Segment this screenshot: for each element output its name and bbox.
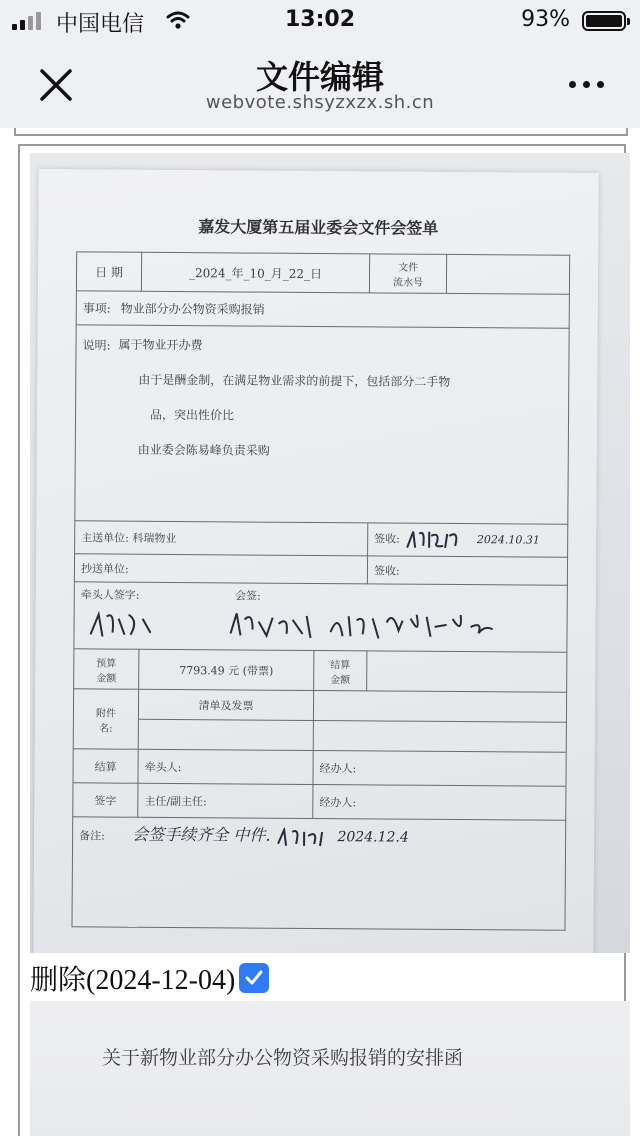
checkmark-icon — [243, 967, 265, 989]
handwritten-signature — [403, 528, 473, 552]
budget-value: 7793.49 元 (带票) — [139, 649, 314, 690]
page-url: webvote.shsyzxzx.sh.cn — [205, 92, 435, 113]
page-title: 文件编辑 — [255, 58, 384, 96]
countersign-form — [71, 251, 570, 930]
nav-bar — [0, 40, 640, 128]
date-label: 日 期 — [76, 252, 141, 291]
main-unit-value: 科瑞物业 — [132, 531, 177, 546]
cc-sign-label: 签收: — [367, 556, 567, 585]
handler-label-2: 经办人: — [313, 784, 566, 820]
sign-date: 2024.10.31 — [476, 533, 540, 547]
settle-label: 结算 金额 — [314, 650, 367, 690]
document-title: 嘉发大厦第五届业委会文件会签单 — [198, 217, 439, 238]
settle-sign-label-1: 结算 — [73, 749, 138, 783]
delete-caption-text: 删除(2024-12-04) — [30, 965, 236, 996]
document-2-title: 关于新物业部分办公物资采购报销的安排函 — [102, 1047, 464, 1069]
sign-cell — [368, 523, 568, 557]
handwritten-signature — [274, 828, 334, 848]
status-bar — [0, 0, 640, 40]
document-photo-2[interactable] — [30, 1001, 630, 1136]
paper-sheet — [33, 169, 599, 953]
document-photo[interactable] — [30, 153, 630, 953]
more-dot-icon — [583, 81, 590, 88]
delete-checkbox[interactable] — [239, 963, 269, 993]
sign-label: 签收: — [374, 532, 400, 546]
more-options-button[interactable] — [569, 81, 604, 88]
explanation-line: 由于是酬金制，在满足物业需求的前提下，包括部分二手物 — [138, 372, 451, 389]
subject-value: 物业部分办公物资采购报销 — [120, 301, 265, 317]
serial-value — [446, 254, 569, 294]
attach-label: 附件 名: — [73, 689, 138, 749]
attach-value: 清单及发票 — [138, 689, 313, 720]
attach-empty — [313, 690, 566, 722]
web-content[interactable] — [0, 128, 640, 1136]
subject-label: 事项: — [82, 301, 111, 316]
budget-label: 预算 金额 — [74, 649, 139, 689]
explanation-cell — [75, 325, 569, 524]
explanation-line: 属于物业开办费 — [118, 337, 203, 353]
settle-value — [367, 651, 567, 692]
signatures-cell — [74, 582, 567, 652]
lead-sign-label: 牵头人签字: — [80, 588, 140, 602]
remark-date: 2024.12.4 — [337, 829, 409, 846]
explanation-line: 由业委会陈易峰负责采购 — [137, 442, 270, 458]
remark-value: 会签手续齐全 中件. — [132, 824, 271, 845]
more-dot-icon — [597, 81, 604, 88]
battery-percent: 93% — [521, 7, 570, 32]
carrier-label: 中国电信 — [56, 12, 145, 37]
explanation-line: 品，突出性价比 — [150, 407, 235, 423]
more-dot-icon — [569, 81, 576, 88]
main-unit-cell — [75, 521, 368, 556]
previous-frame — [14, 128, 628, 136]
explanation-label: 说明: — [82, 338, 111, 353]
remark-cell — [72, 817, 566, 930]
date-value: _2024_年_10_月_22_日 — [141, 252, 369, 293]
handwritten-signatures — [80, 604, 560, 647]
main-unit-label: 主送单位: — [81, 531, 129, 545]
settle-sign-label-2: 签字 — [73, 783, 138, 817]
serial-label: 文件 流水号 — [369, 254, 446, 294]
subject-row — [76, 291, 569, 328]
lead-label: 牵头人: — [138, 749, 313, 784]
attach-empty-2 — [138, 719, 313, 750]
countersign-label: 会签: — [234, 589, 261, 603]
remark-label: 备注: — [79, 829, 105, 843]
director-label: 主任/副主任: — [138, 783, 313, 818]
handler-label: 经办人: — [313, 750, 566, 786]
clock: 13:02 — [284, 7, 356, 32]
delete-caption — [30, 958, 269, 998]
attach-empty-3 — [313, 720, 566, 752]
cc-unit-label: 抄送单位: — [74, 554, 367, 584]
battery-icon — [582, 11, 626, 31]
